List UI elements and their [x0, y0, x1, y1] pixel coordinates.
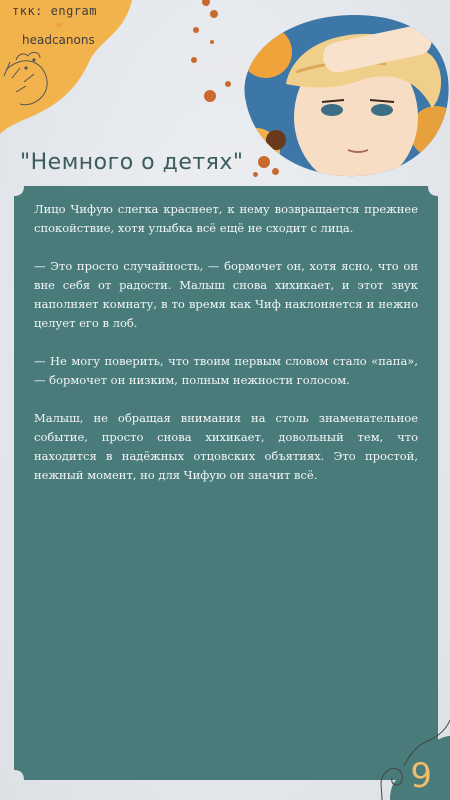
story-text — [34, 200, 418, 504]
paragraph: Лицо Чифую слегка краснеет, к нему возвращается прежнее спокойствие, хотя улыбка всё ещё не сходит с лица. — [34, 202, 418, 235]
headcanons-label: headcanons — [22, 33, 95, 47]
heart-icon: ❤ — [55, 21, 64, 32]
paragraph: Малыш, не обращая внимания на столь знаменательное событие, просто снова хихикает, довольный тем, что находится в надёжных отцовских объятиях. Это простой, нежный момент, но для Чифую он значит всё. — [34, 411, 418, 482]
dot-decoration — [253, 172, 258, 177]
channel-tag: ткк: engram — [12, 4, 97, 18]
page-number: 9 — [410, 756, 432, 796]
dot-decoration — [272, 168, 279, 175]
paragraph: — Это просто случайность, — бормочет он, хотя ясно, что он вне себя от радости. Малыш снова хихикает, и этот звук наполняет комнату, в то время как Чиф наклоняется и нежно целует его в лоб. — [34, 259, 418, 330]
dot-decoration — [258, 156, 270, 168]
page-title: "Немного о детях" — [20, 150, 244, 175]
paragraph: — Не могу поверить, что твоим первым словом стало «папа», — бормочет он низким, полным нежности голосом. — [34, 354, 418, 387]
corner-decoration-bottom-right — [360, 690, 450, 800]
portrait-image — [236, 12, 450, 177]
corner-decoration-top-left — [0, 0, 150, 140]
